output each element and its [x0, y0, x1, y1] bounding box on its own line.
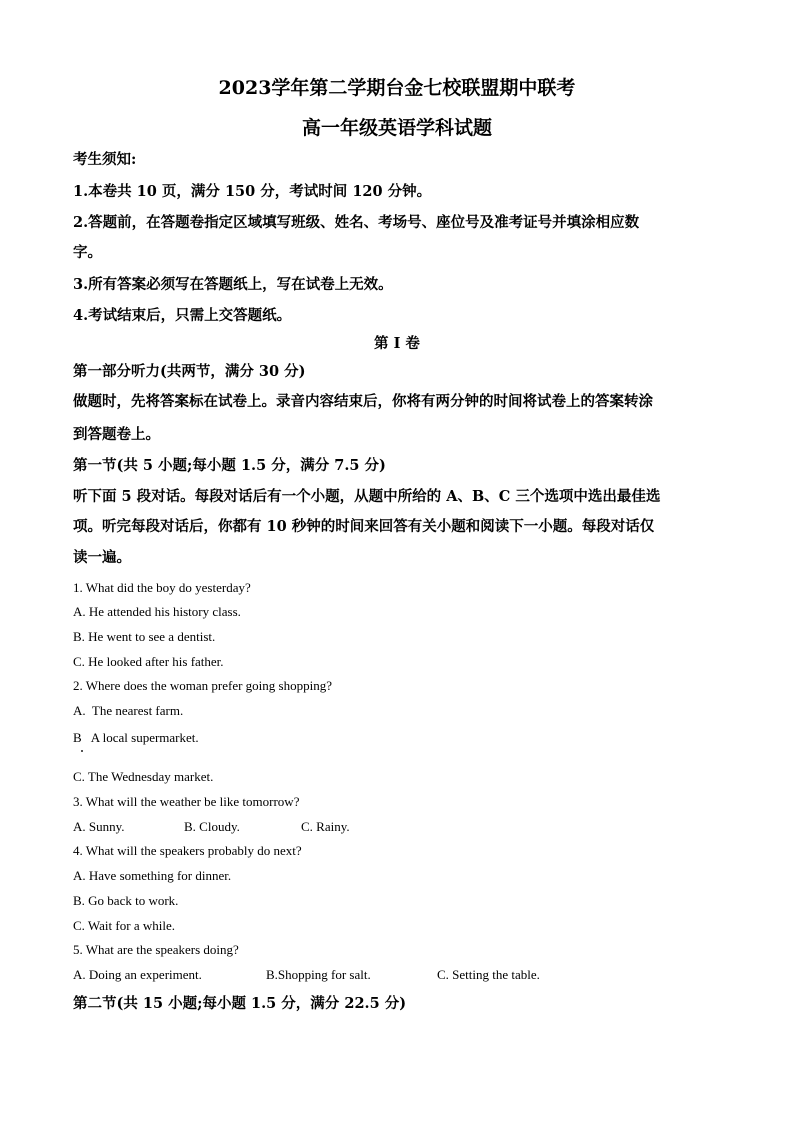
volume-label: 第 I 卷: [374, 335, 420, 352]
exam-title: 2023学年第二学期台金七校联盟期中联考: [218, 77, 576, 99]
question-5-option-b: B.Shopping for salt.: [266, 967, 371, 982]
question-1-option-c: C. He looked after his father.: [73, 654, 224, 669]
question-3-option-a: A. Sunny.: [73, 819, 125, 834]
question-2-stem: 2. Where does the woman prefer going shopping?: [73, 678, 332, 693]
question-2-option-a: A. The nearest farm.: [73, 703, 184, 718]
question-3-stem: 3. What will the weather be like tomorrow?: [73, 794, 300, 809]
question-3-option-b: B. Cloudy.: [184, 819, 240, 834]
question-2-option-c: C. The Wednesday market.: [73, 769, 214, 784]
notice-item-3: 3.所有答案必须写在答题纸上，写在试卷上无效。: [73, 276, 393, 293]
part1-instruction-line-1: 做题时，先将答案标在试卷上。录音内容结束后，你将有两分钟的时间将试卷上的答案转涂: [73, 393, 653, 410]
section1-instruction-line-3: 读一遍。: [73, 549, 131, 566]
question-3-option-c: C. Rainy.: [301, 819, 350, 834]
notice-item-2-line-2: 字。: [73, 244, 102, 261]
part1-heading: 第一部分听力(共两节，满分 30 分): [73, 363, 306, 380]
question-4-option-a: A. Have something for dinner.: [73, 868, 232, 883]
notice-item-2-line-1: 2.答题前，在答题卷指定区域填写班级、姓名、考场号、座位号及准考证号并填涂相应数: [73, 214, 640, 231]
question-2-option-b: B A local supermarket.: [73, 730, 199, 745]
part1-instruction-line-2: 到答题卷上。: [73, 426, 160, 443]
question-5-option-c: C. Setting the table.: [437, 967, 540, 982]
stray-dot-mark: [81, 750, 83, 752]
exam-subtitle: 高一年级英语学科试题: [301, 117, 492, 139]
section1-heading: 第一节(共 5 小题;每小题 1.5 分，满分 7.5 分): [73, 457, 386, 474]
question-1-stem: 1. What did the boy do yesterday?: [73, 580, 251, 595]
question-1-option-b: B. He went to see a dentist.: [73, 629, 216, 644]
question-5-stem: 5. What are the speakers doing?: [73, 942, 239, 957]
notice-heading: 考生须知:: [73, 151, 137, 168]
question-4-option-b: B. Go back to work.: [73, 893, 179, 908]
question-1-option-a: A. He attended his history class.: [73, 604, 241, 619]
notice-item-1: 1.本卷共 10 页，满分 150 分，考试时间 120 分钟。: [73, 183, 432, 200]
section1-instruction-line-2: 项。听完每段对话后，你都有 10 秒钟的时间来回答有关小题和阅读下一小题。每段对话仅: [73, 518, 655, 535]
notice-item-4: 4.考试结束后，只需上交答题纸。: [73, 307, 292, 324]
question-4-option-c: C. Wait for a while.: [73, 918, 175, 933]
question-5-option-a: A. Doing an experiment.: [73, 967, 202, 982]
section1-instruction-line-1: 听下面 5 段对话。每段对话后有一个小题，从题中所给的 A、B、C 三个选项中选出最佳选: [73, 488, 661, 505]
question-4-stem: 4. What will the speakers probably do next?: [73, 843, 302, 858]
section2-heading: 第二节(共 15 小题;每小题 1.5 分，满分 22.5 分): [73, 995, 407, 1012]
